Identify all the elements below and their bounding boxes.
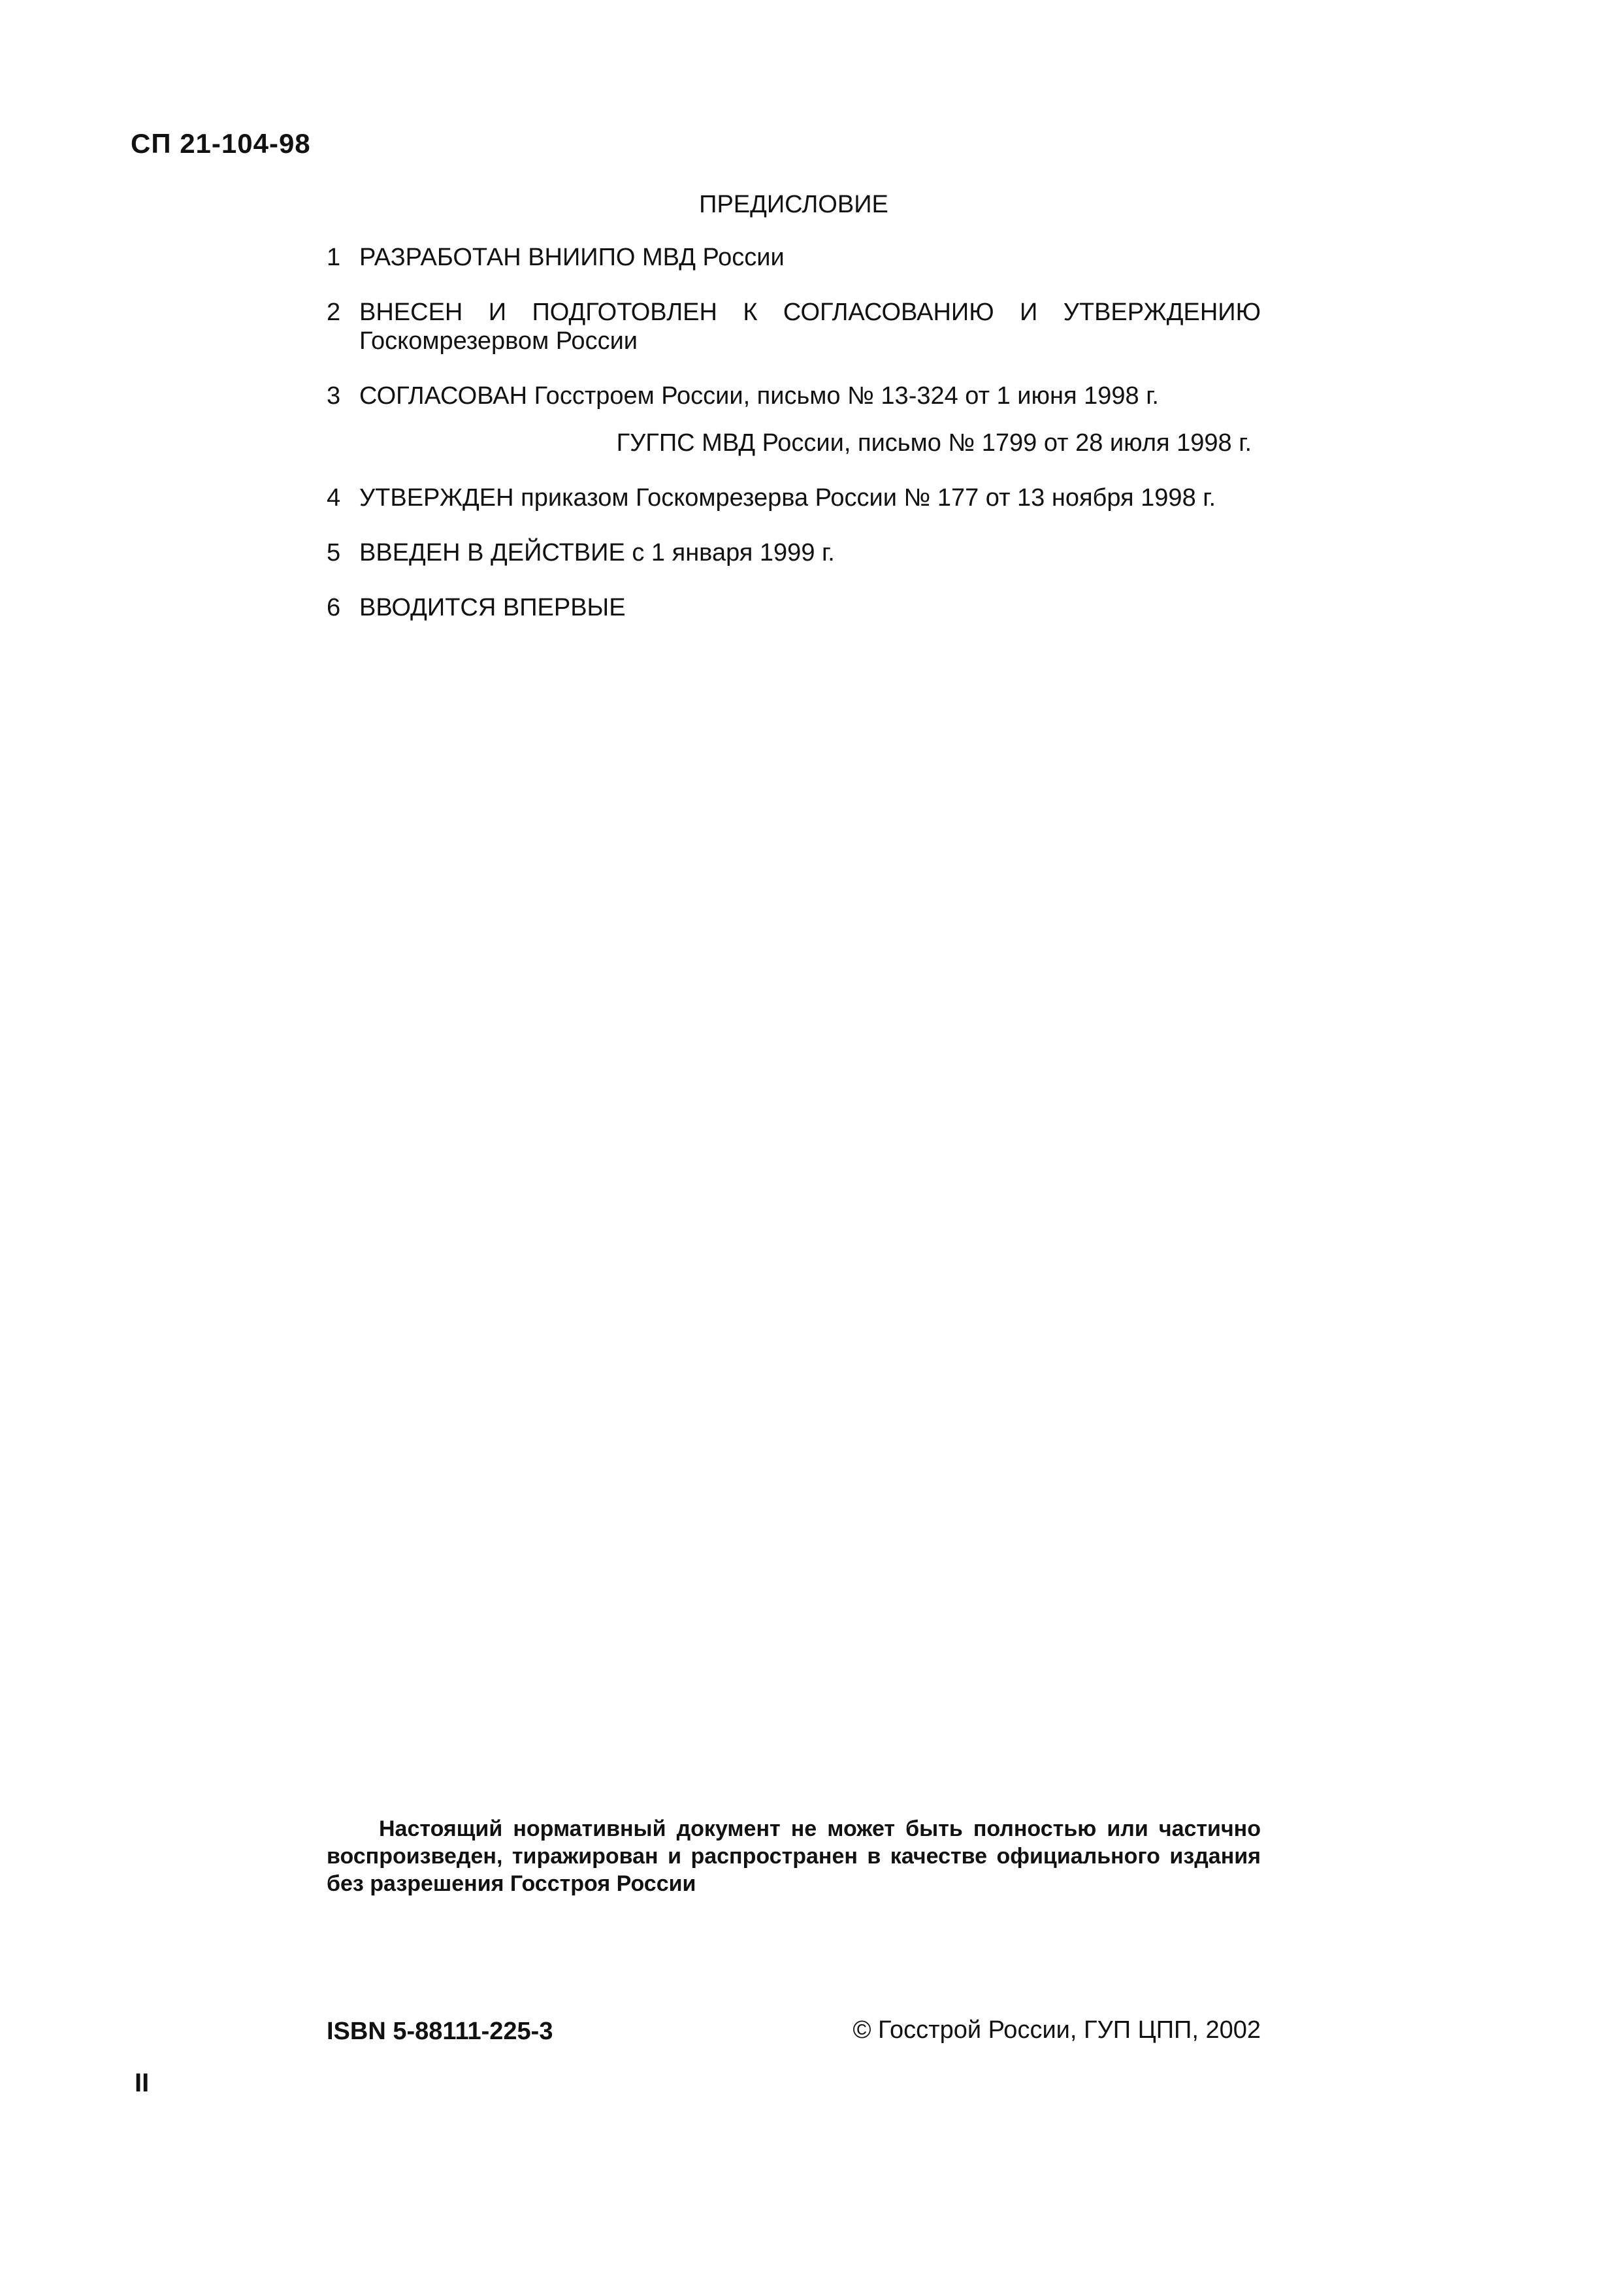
item-text: ВВЕДЕН В ДЕЙСТВИЕ с 1 января 1999 г. [359, 539, 835, 566]
item-number: 6 [327, 594, 341, 621]
foreword-title: ПРЕДИСЛОВИЕ [699, 191, 888, 218]
item-text: РАЗРАБОТАН ВНИИПО МВД России [359, 244, 785, 271]
item-text: УТВЕРЖДЕН приказом Госкомрезерва России № 177 от 13 ноября 1998 г. [359, 484, 1216, 512]
item-number: 3 [327, 382, 341, 410]
foreword-item-3 [327, 382, 1261, 410]
item-number: 5 [327, 539, 341, 566]
foreword-items [327, 243, 1261, 648]
item-text: ВВОДИТСЯ ВПЕРВЫЕ [359, 594, 626, 621]
page-number: II [135, 2069, 150, 2097]
foreword-item-2 [327, 298, 1261, 355]
isbn: ISBN 5-88111-225-3 [327, 2018, 553, 2045]
document-code: СП 21-104-98 [131, 128, 311, 159]
copyright-notice: Настоящий нормативный документ не может быть полностью или частично воспроизведен, тиражирован и распространен в качестве официального издания без разрешения Госстроя России [327, 1816, 1261, 1896]
item-text: ВНЕСЕН И ПОДГОТОВЛЕН К СОГЛАСОВАНИЮ И УТВЕРЖДЕНИЮ Госкомрезервом России [359, 299, 1261, 355]
item-number: 2 [327, 299, 341, 326]
item-number: 1 [327, 244, 341, 271]
item-text: СОГЛАСОВАН Госстроем России, письмо № 13-324 от 1 июня 1998 г. [359, 382, 1159, 410]
foreword-item-5 [327, 538, 1261, 567]
foreword-item-3-continuation: ГУГПС МВД России, письмо № 1799 от 28 июля 1998 г. [616, 429, 1252, 457]
foreword-item-6 [327, 593, 1261, 622]
item-number: 4 [327, 484, 341, 512]
copyright-line: © Госстрой России, ГУП ЦПП, 2002 [853, 2016, 1261, 2044]
foreword-item-4 [327, 483, 1261, 512]
foreword-item-1 [327, 243, 1261, 272]
